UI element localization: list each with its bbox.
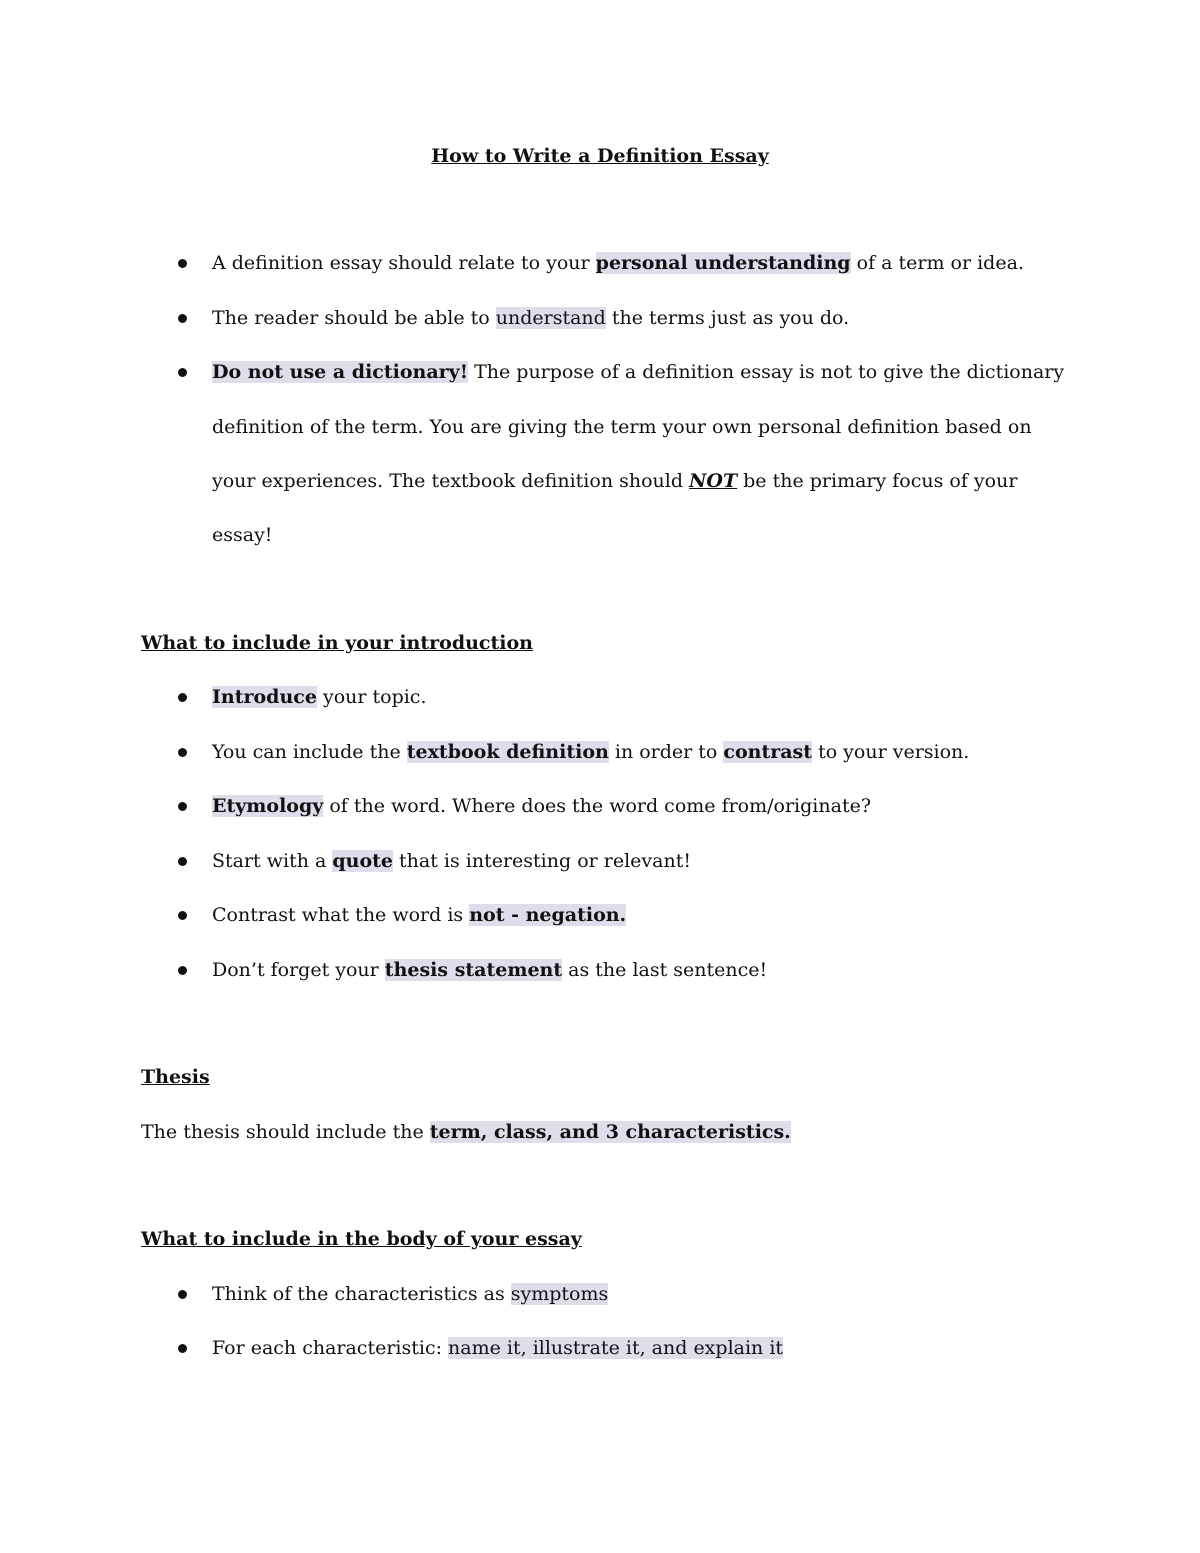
paragraph-text: The thesis should include the [141, 1121, 430, 1143]
section-heading-thesis: Thesis [141, 1066, 210, 1088]
highlight-text: name it, illustrate it, and explain it [448, 1337, 784, 1359]
highlight-text: quote [332, 850, 393, 872]
emphasis-text: NOT [689, 470, 738, 492]
bullet-icon [178, 1344, 187, 1353]
bullet-icon [178, 368, 187, 377]
bullet-icon [178, 259, 187, 268]
bullet-text: For each characteristic: [212, 1337, 449, 1359]
bullet-understand [212, 304, 849, 332]
bullet-name-illustrate-explain [212, 1334, 783, 1362]
bullet-text: your topic. [316, 686, 427, 708]
bullet-introduce [212, 683, 427, 711]
bullet-text: Start with a [212, 850, 333, 872]
bullet-text: your experiences. The textbook definition should [212, 470, 690, 492]
bullet-icon [178, 911, 187, 920]
bullet-etymology [212, 792, 871, 820]
highlight-text: Introduce [212, 686, 317, 708]
highlight-text: symptoms [510, 1283, 609, 1305]
bullet-quote [212, 847, 691, 875]
bullet-icon [178, 966, 187, 975]
highlight-text: Etymology [212, 795, 324, 817]
bullet-no-dictionary-line-2: definition of the term. You are giving the term your own personal definition based on [212, 416, 1032, 438]
bullet-negation [212, 901, 626, 929]
highlight-text: thesis statement [384, 959, 563, 981]
bullet-icon [178, 314, 187, 323]
bullet-icon [178, 1290, 187, 1299]
section-heading-body: What to include in the body of your essay [141, 1228, 582, 1250]
bullet-text: that is interesting or relevant! [393, 850, 691, 872]
bullet-text: You can include the [212, 741, 407, 763]
bullet-personal-understanding [212, 249, 1024, 277]
bullet-text: Think of the characteristics as [212, 1283, 511, 1305]
section-heading-introduction: What to include in your introduction [141, 632, 533, 654]
bullet-icon [178, 802, 187, 811]
highlight-text: textbook definition [406, 741, 609, 763]
bullet-text: as the last sentence! [562, 959, 768, 981]
highlight-text: personal understanding [595, 252, 851, 274]
highlight-text: understand [495, 307, 606, 329]
bullet-textbook-definition [212, 738, 969, 766]
bullet-no-dictionary-line-1 [212, 358, 1064, 386]
highlight-text: term, class, and 3 characteristics. [429, 1121, 791, 1143]
bullet-icon [178, 857, 187, 866]
bullet-text: be the primary focus of your [737, 470, 1018, 492]
bullet-text: in order to [608, 741, 724, 763]
thesis-paragraph [141, 1118, 791, 1146]
bullet-text: of a term or idea. [850, 252, 1024, 274]
bullet-text: Don’t forget your [212, 959, 385, 981]
bullet-text: The purpose of a definition essay is not to give the dictionary [468, 361, 1065, 383]
highlight-text: contrast [723, 741, 813, 763]
highlight-text: Do not use a dictionary! [212, 361, 469, 383]
bullet-text: Contrast what the word is [212, 904, 470, 926]
bullet-symptoms [212, 1280, 608, 1308]
highlight-text: not - negation. [469, 904, 627, 926]
bullet-no-dictionary-line-4: essay! [212, 524, 273, 546]
bullet-icon [178, 693, 187, 702]
bullet-text: The reader should be able to [212, 307, 496, 329]
bullet-thesis-statement [212, 956, 767, 984]
document-title: How to Write a Definition Essay [431, 145, 769, 167]
bullet-text: of the word. Where does the word come from/originate? [323, 795, 872, 817]
bullet-no-dictionary-line-3 [212, 467, 1017, 495]
bullet-text: A definition essay should relate to your [212, 252, 596, 274]
bullet-text: to your version. [812, 741, 970, 763]
bullet-icon [178, 748, 187, 757]
bullet-text: the terms just as you do. [605, 307, 850, 329]
